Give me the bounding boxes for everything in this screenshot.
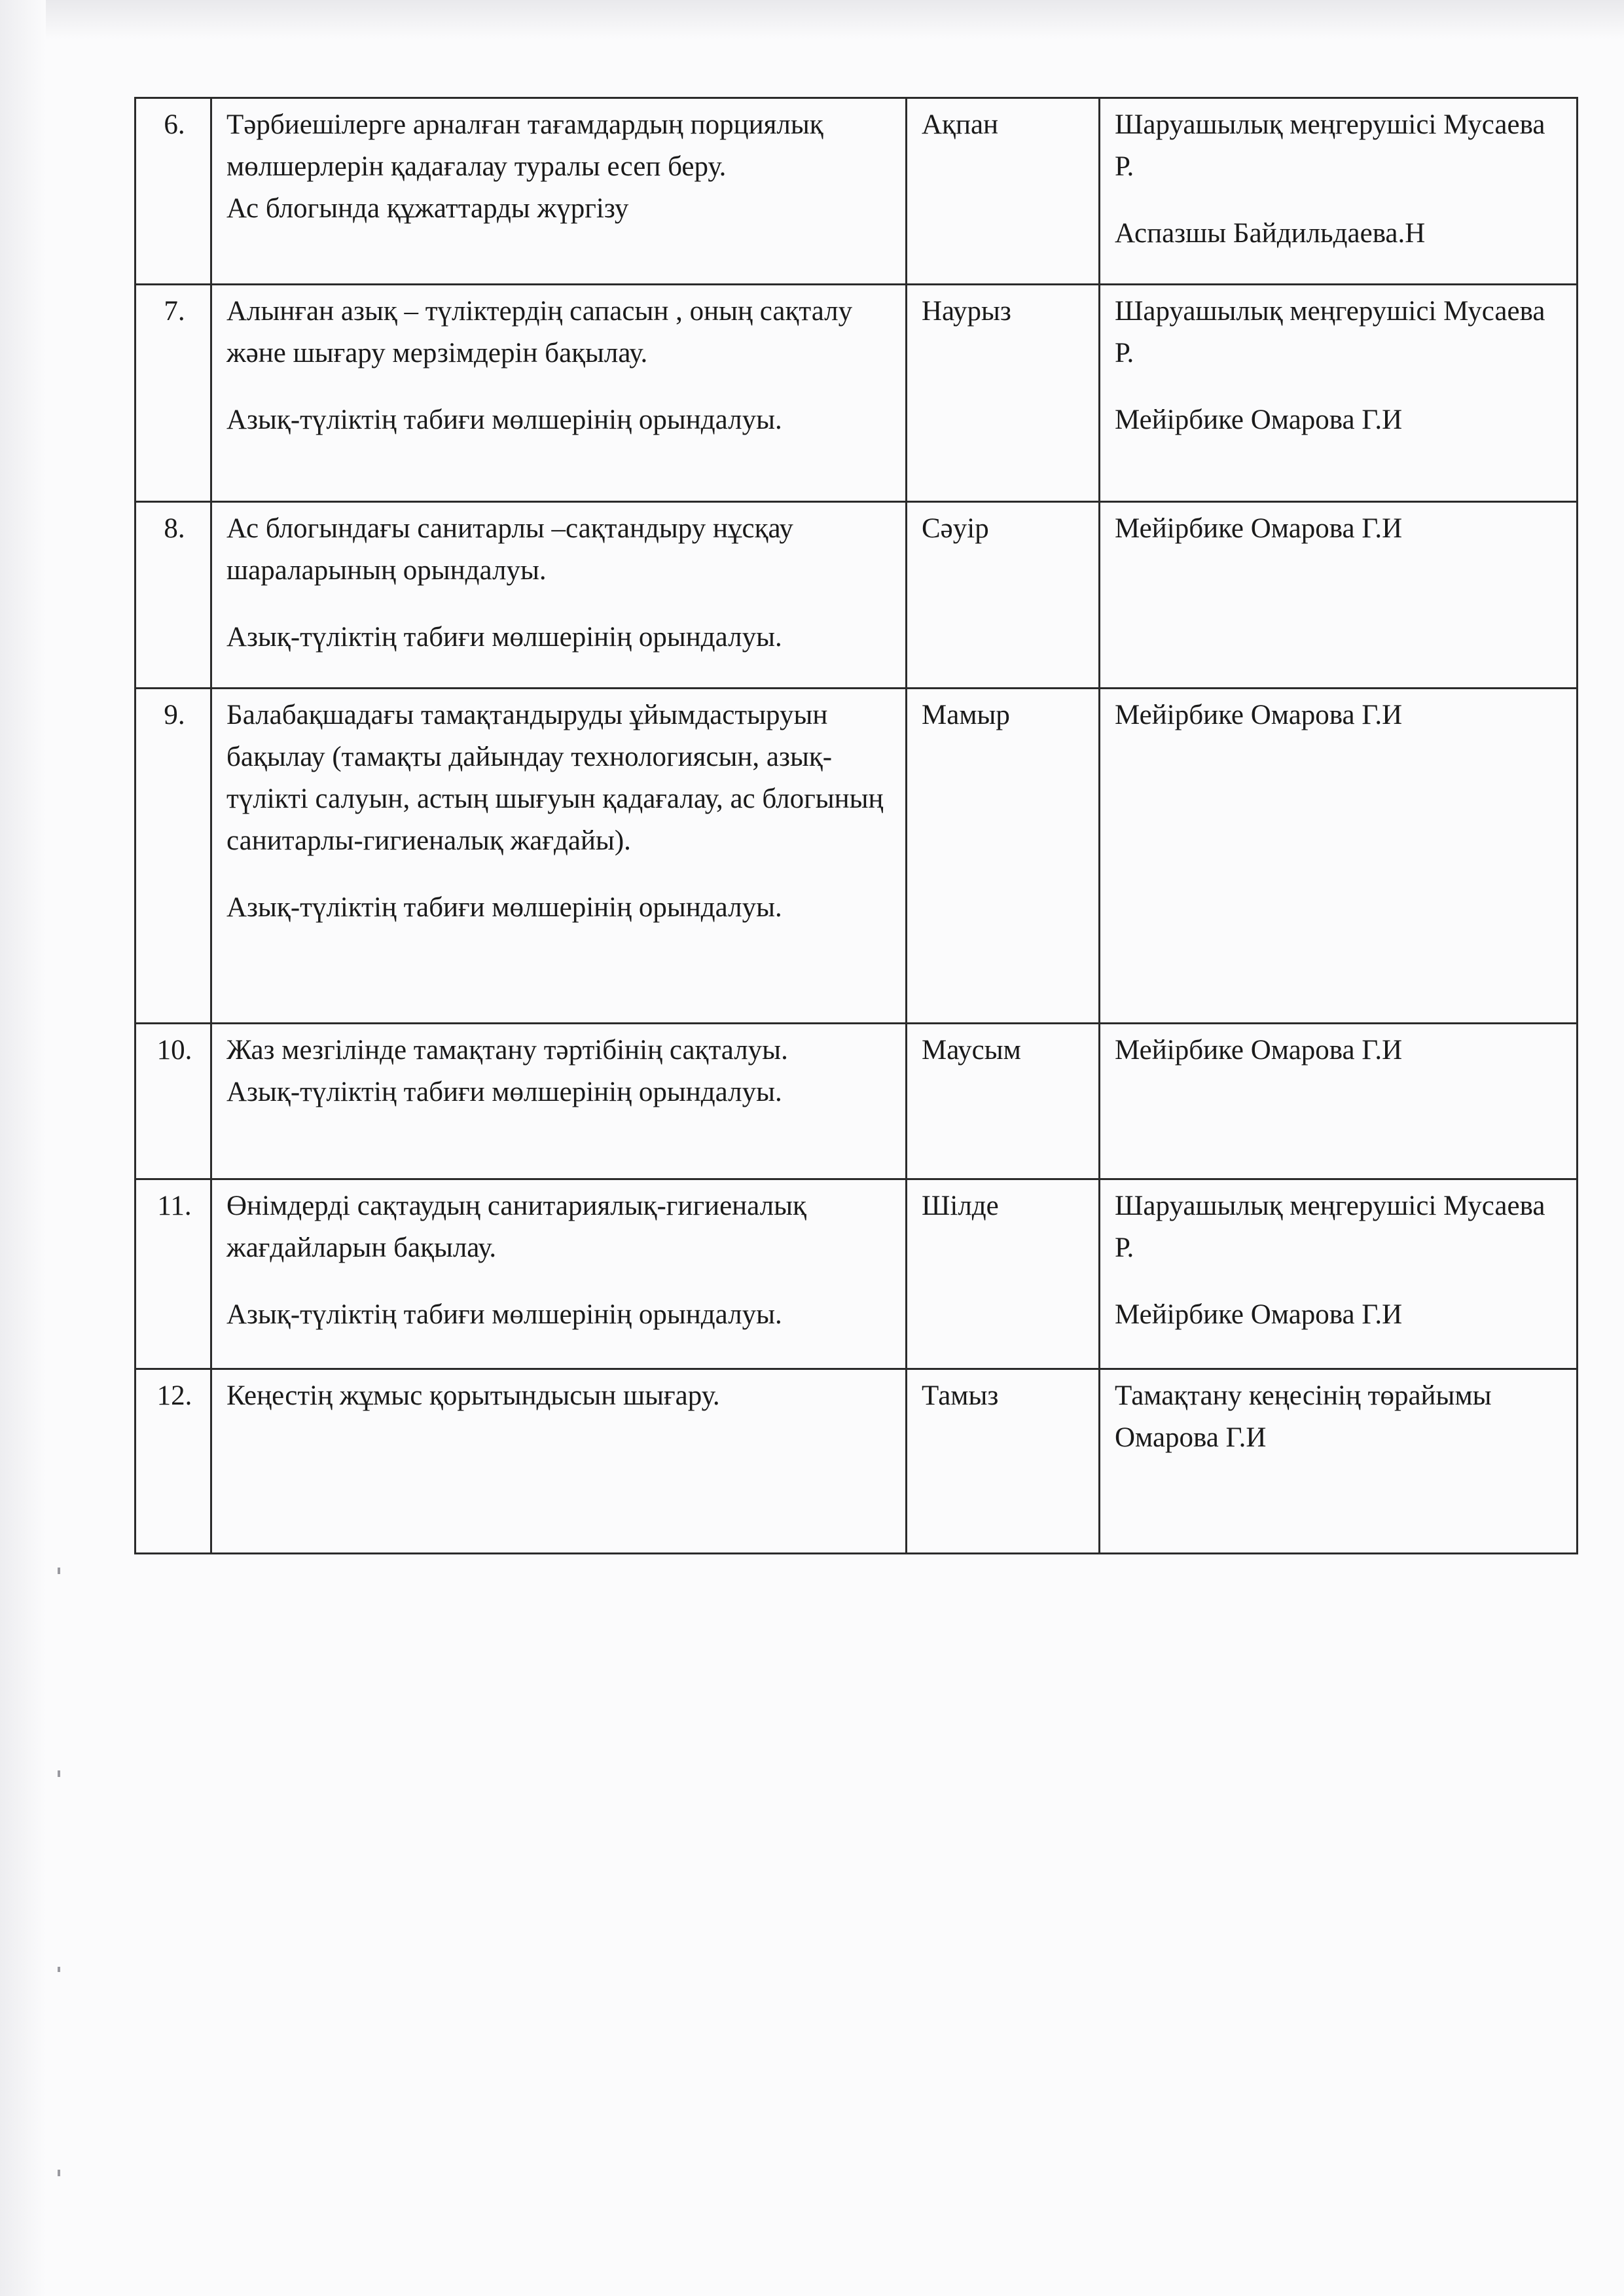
responsible-text: Тамақтану кеңесінің төрайымы Омарова Г.И — [1115, 1380, 1492, 1453]
task-text: Азық-түліктің табиғи мөлшерінің орындалуы. — [226, 404, 782, 435]
task-text: Азық-түліктің табиғи мөлшерінің орындалуы. — [226, 892, 782, 923]
task-cell — [211, 1024, 907, 1179]
spacer — [1115, 188, 1564, 213]
month-cell: Наурыз — [907, 285, 1100, 502]
task-cell — [211, 689, 907, 1024]
responsible-cell — [1100, 689, 1578, 1024]
spacer — [1115, 1269, 1564, 1294]
scan-mark — [58, 1568, 60, 1574]
responsible-text: Аспазшы Байдильдаева.Н — [1115, 218, 1426, 249]
month-cell: Мамыр — [907, 689, 1100, 1024]
row-number: 8. — [135, 502, 211, 689]
task-cell — [211, 285, 907, 502]
scan-mark — [58, 1770, 60, 1777]
row-number: 7. — [135, 285, 211, 502]
row-number: 6. — [135, 98, 211, 285]
month-cell: Маусым — [907, 1024, 1100, 1179]
table-row — [135, 98, 1578, 285]
task-text: Балабақшадағы тамақтандыруды ұйымдастыруын бақылау (тамақты дайындау технологиясын, азық-түлікті салуын, астың шығуын қадағалау, ас блогының санитарлы-гигиеналық жағдайы). — [226, 700, 884, 856]
task-text: Алынған азық – түліктердің сапасын , оның сақталу және шығару мерзімдерін бақылау. — [226, 296, 853, 368]
responsible-text: Шаруашылық меңгерушісі Мусаева Р. — [1115, 1191, 1545, 1263]
scan-mark — [58, 2170, 60, 2176]
responsible-text: Мейірбике Омарова Г.И — [1115, 404, 1403, 435]
scan-shadow-top — [0, 0, 1624, 39]
scan-mark — [58, 1967, 60, 1972]
task-text: Кеңестің жұмыс қорытындысын шығару. — [226, 1380, 720, 1411]
responsible-cell — [1100, 502, 1578, 689]
row-number: 9. — [135, 689, 211, 1024]
task-text: Тәрбиешілерге арналған тағамдардың порциялық мөлшерлерін қадағалау туралы есеп беру. — [226, 109, 823, 182]
row-number: 12. — [135, 1369, 211, 1554]
row-number: 10. — [135, 1024, 211, 1179]
responsible-text: Мейірбике Омарова Г.И — [1115, 513, 1403, 544]
month-cell: Шілде — [907, 1179, 1100, 1369]
task-cell — [211, 98, 907, 285]
task-cell — [211, 502, 907, 689]
month-cell: Сәуір — [907, 502, 1100, 689]
month-cell: Ақпан — [907, 98, 1100, 285]
spacer — [226, 592, 893, 617]
task-text: Өнімдерді сақтаудың санитариялық-гигиеналық жағдайларын бақылау. — [226, 1191, 806, 1263]
task-text: Азық-түліктің табиғи мөлшерінің орындалуы. — [226, 1299, 782, 1330]
task-text: Ас блогындағы санитарлы –сақтандыру нұсқау шараларының орындалуы. — [226, 513, 793, 586]
responsible-cell — [1100, 1024, 1578, 1179]
row-number: 11. — [135, 1179, 211, 1369]
spacer — [1115, 374, 1564, 399]
task-text: Жаз мезгілінде тамақтану тәртібінің сақталуы. — [226, 1035, 788, 1066]
scan-shadow-left — [0, 0, 46, 2296]
task-cell — [211, 1179, 907, 1369]
responsible-text: Мейірбике Омарова Г.И — [1115, 1299, 1403, 1330]
table-row — [135, 689, 1578, 1024]
task-cell — [211, 1369, 907, 1554]
responsible-text: Мейірбике Омарова Г.И — [1115, 1035, 1403, 1066]
responsible-cell — [1100, 98, 1578, 285]
responsible-cell — [1100, 1179, 1578, 1369]
responsible-text: Шаруашылық меңгерушісі Мусаева Р. — [1115, 296, 1545, 368]
table-row — [135, 502, 1578, 689]
responsible-text: Мейірбике Омарова Г.И — [1115, 700, 1403, 730]
table-row — [135, 1179, 1578, 1369]
table-row — [135, 1024, 1578, 1179]
task-text: Азық-түліктің табиғи мөлшерінің орындалуы. — [226, 622, 782, 653]
month-cell: Тамыз — [907, 1369, 1100, 1554]
spacer — [226, 374, 893, 399]
spacer — [226, 862, 893, 887]
task-text: Азық-түліктің табиғи мөлшерінің орындалуы. — [226, 1077, 782, 1107]
plan-table — [134, 97, 1578, 1554]
responsible-cell — [1100, 1369, 1578, 1554]
task-text: Ас блогында құжаттарды жүргізу — [226, 193, 629, 224]
responsible-cell — [1100, 285, 1578, 502]
spacer — [226, 1269, 893, 1294]
responsible-text: Шаруашылық меңгерушісі Мусаева Р. — [1115, 109, 1545, 182]
table-row — [135, 285, 1578, 502]
table-row — [135, 1369, 1578, 1554]
